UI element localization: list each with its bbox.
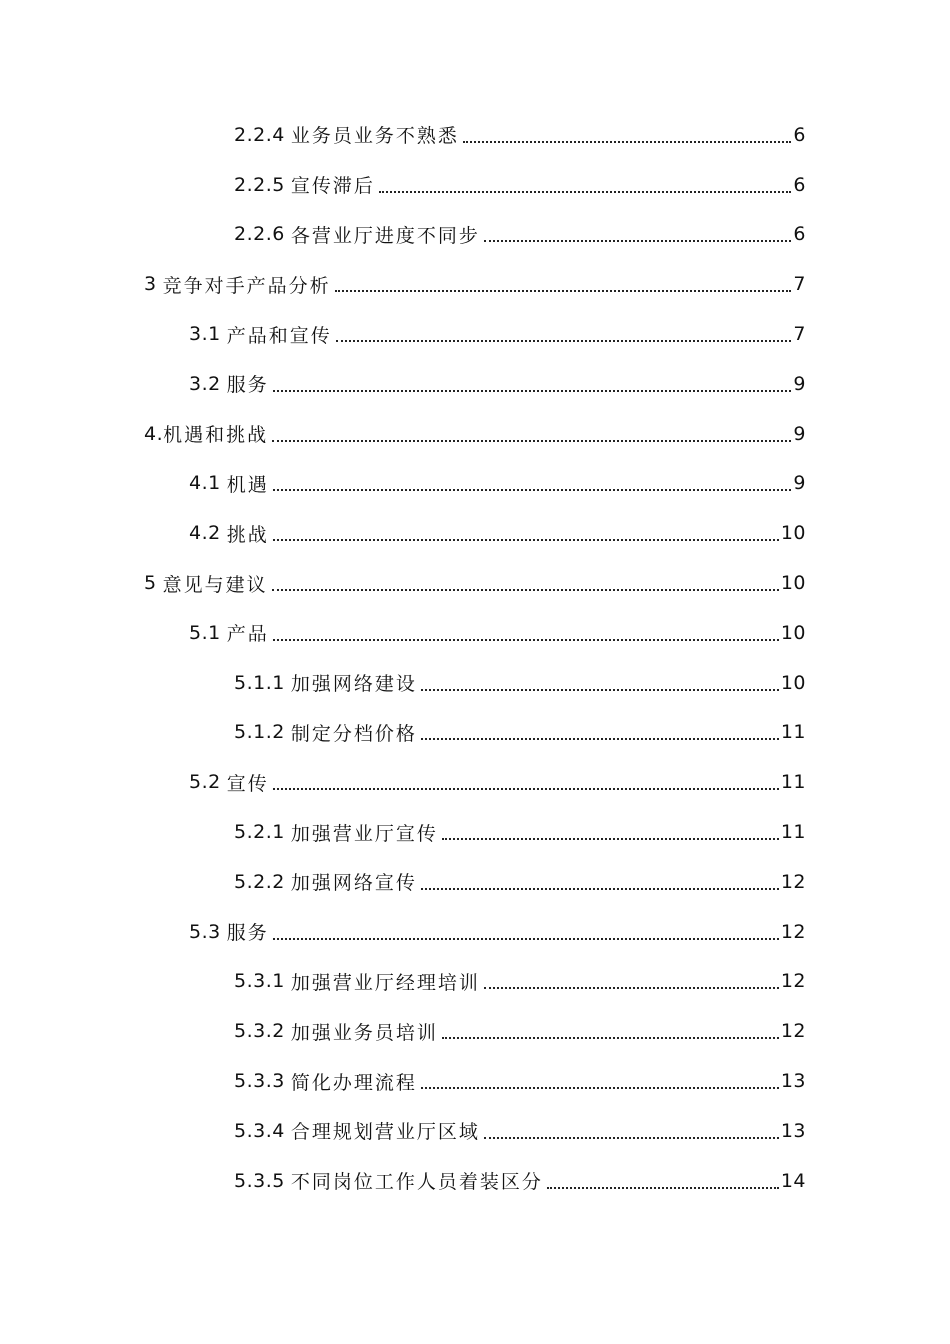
dot-leader	[273, 390, 792, 392]
toc-entry[interactable]	[0, 359, 950, 409]
dot-leader	[336, 340, 792, 342]
dot-leader	[272, 589, 779, 591]
dot-leader	[273, 639, 779, 641]
toc-entry[interactable]	[0, 160, 950, 210]
toc-entry-page-number: 13	[780, 1119, 806, 1142]
toc-entry-number: 5.3.5	[234, 1169, 285, 1192]
toc-entry-title: 加强网络宣传	[290, 872, 417, 895]
dot-leader	[335, 290, 792, 292]
toc-entry[interactable]	[0, 1156, 950, 1206]
toc-entry-page-number: 6	[793, 123, 806, 146]
toc-entry[interactable]	[0, 907, 950, 957]
toc-entry-title: 服务	[226, 922, 269, 945]
dot-leader	[421, 689, 779, 691]
toc-entry[interactable]	[0, 558, 950, 608]
dot-leader	[273, 788, 779, 790]
toc-entry-number: 3.2	[189, 372, 221, 395]
toc-entry[interactable]	[0, 210, 950, 260]
toc-entry-number: 4.	[144, 422, 164, 445]
toc-entry[interactable]	[0, 1106, 950, 1156]
toc-entry[interactable]	[0, 608, 950, 658]
toc-entry-page-number: 12	[780, 1020, 806, 1043]
toc-entry-page-number: 6	[793, 173, 806, 196]
toc-entry-page-number: 11	[780, 771, 806, 794]
dot-leader	[379, 191, 792, 193]
toc-entry-title: 挑战	[226, 523, 269, 546]
toc-entry-title: 业务员业务不熟悉	[290, 125, 459, 148]
toc-entry-title: 加强业务员培训	[290, 1021, 438, 1044]
toc-entry[interactable]	[0, 857, 950, 907]
toc-entry-number: 2.2.5	[234, 173, 285, 196]
toc-entry-title: 产品和宣传	[226, 324, 332, 347]
toc-entry-title: 宣传滞后	[290, 175, 375, 198]
toc-entry-page-number: 9	[793, 372, 806, 395]
toc-entry-page-number: 14	[780, 1169, 806, 1192]
toc-entry[interactable]	[0, 409, 950, 459]
toc-entry-number: 5.1	[189, 621, 221, 644]
toc-entry[interactable]	[0, 807, 950, 857]
toc-entry-page-number: 12	[780, 970, 806, 993]
toc-entry-number: 2.2.6	[234, 223, 285, 246]
toc-entry-number: 5	[144, 572, 157, 595]
toc-entry-number: 2.2.4	[234, 123, 285, 146]
toc-entry-title: 机遇和挑战	[163, 424, 269, 447]
dot-leader	[421, 1087, 779, 1089]
toc-entry-page-number: 12	[780, 870, 806, 893]
toc-entry[interactable]	[0, 309, 950, 359]
dot-leader	[273, 539, 779, 541]
toc-entry-title: 简化办理流程	[290, 1071, 417, 1094]
toc-entry-page-number: 7	[793, 323, 806, 346]
toc-entry-number: 5.2.1	[234, 821, 285, 844]
dot-leader	[421, 738, 779, 740]
toc-entry-number: 4.1	[189, 472, 221, 495]
toc-entry-title: 加强营业厅宣传	[290, 822, 438, 845]
dot-leader	[273, 489, 792, 491]
dot-leader	[484, 1137, 779, 1139]
toc-entry-number: 5.3.3	[234, 1070, 285, 1093]
toc-entry-title: 合理规划营业厅区域	[290, 1121, 480, 1144]
toc-entry[interactable]	[0, 1006, 950, 1056]
toc-entry-page-number: 6	[793, 223, 806, 246]
toc-entry-page-number: 9	[793, 422, 806, 445]
toc-entry-title: 机遇	[226, 473, 269, 496]
toc-entry-title: 加强网络建设	[290, 673, 417, 696]
toc-entry-page-number: 9	[793, 472, 806, 495]
toc-entry-title: 不同岗位工作人员着装区分	[290, 1171, 543, 1194]
dot-leader	[463, 141, 792, 143]
toc-entry[interactable]	[0, 1056, 950, 1106]
toc-entry[interactable]	[0, 957, 950, 1007]
toc-entry-number: 3	[144, 273, 157, 296]
toc-entry-title: 服务	[226, 374, 269, 397]
toc-entry-page-number: 10	[780, 621, 806, 644]
toc-entry-number: 4.2	[189, 522, 221, 545]
toc-entry[interactable]	[0, 259, 950, 309]
toc-entry-page-number: 10	[780, 671, 806, 694]
toc-entry-number: 5.2	[189, 771, 221, 794]
toc-entry-page-number: 11	[780, 821, 806, 844]
toc-entry-page-number: 12	[780, 920, 806, 943]
toc-entry-page-number: 7	[793, 273, 806, 296]
toc-entry[interactable]	[0, 508, 950, 558]
toc-entry-page-number: 11	[780, 721, 806, 744]
toc-entry-number: 3.1	[189, 323, 221, 346]
toc-entry-page-number: 10	[780, 522, 806, 545]
dot-leader	[442, 838, 779, 840]
table-of-contents	[0, 110, 950, 1206]
toc-entry-title: 宣传	[226, 772, 269, 795]
dot-leader	[421, 888, 779, 890]
toc-entry-title: 意见与建议	[162, 573, 268, 596]
toc-entry-number: 5.2.2	[234, 870, 285, 893]
toc-entry-title: 产品	[226, 623, 269, 646]
toc-entry[interactable]	[0, 708, 950, 758]
toc-entry-number: 5.3	[189, 920, 221, 943]
toc-entry[interactable]	[0, 459, 950, 509]
dot-leader	[484, 240, 792, 242]
toc-entry-number: 5.1.2	[234, 721, 285, 744]
toc-entry-title: 制定分档价格	[290, 722, 417, 745]
toc-entry-number: 5.1.1	[234, 671, 285, 694]
toc-entry[interactable]	[0, 110, 950, 160]
toc-entry-page-number: 10	[780, 572, 806, 595]
dot-leader	[547, 1187, 779, 1189]
toc-entry-page-number: 13	[780, 1070, 806, 1093]
dot-leader	[272, 440, 791, 442]
toc-entry-number: 5.3.2	[234, 1020, 285, 1043]
dot-leader	[273, 938, 779, 940]
dot-leader	[442, 1037, 779, 1039]
toc-entry-title: 加强营业厅经理培训	[290, 971, 480, 994]
toc-entry-title: 竞争对手产品分析	[162, 274, 331, 297]
dot-leader	[484, 987, 779, 989]
toc-entry[interactable]	[0, 757, 950, 807]
toc-entry[interactable]	[0, 658, 950, 708]
toc-entry-title: 各营业厅进度不同步	[290, 224, 480, 247]
toc-entry-number: 5.3.4	[234, 1119, 285, 1142]
toc-entry-number: 5.3.1	[234, 970, 285, 993]
